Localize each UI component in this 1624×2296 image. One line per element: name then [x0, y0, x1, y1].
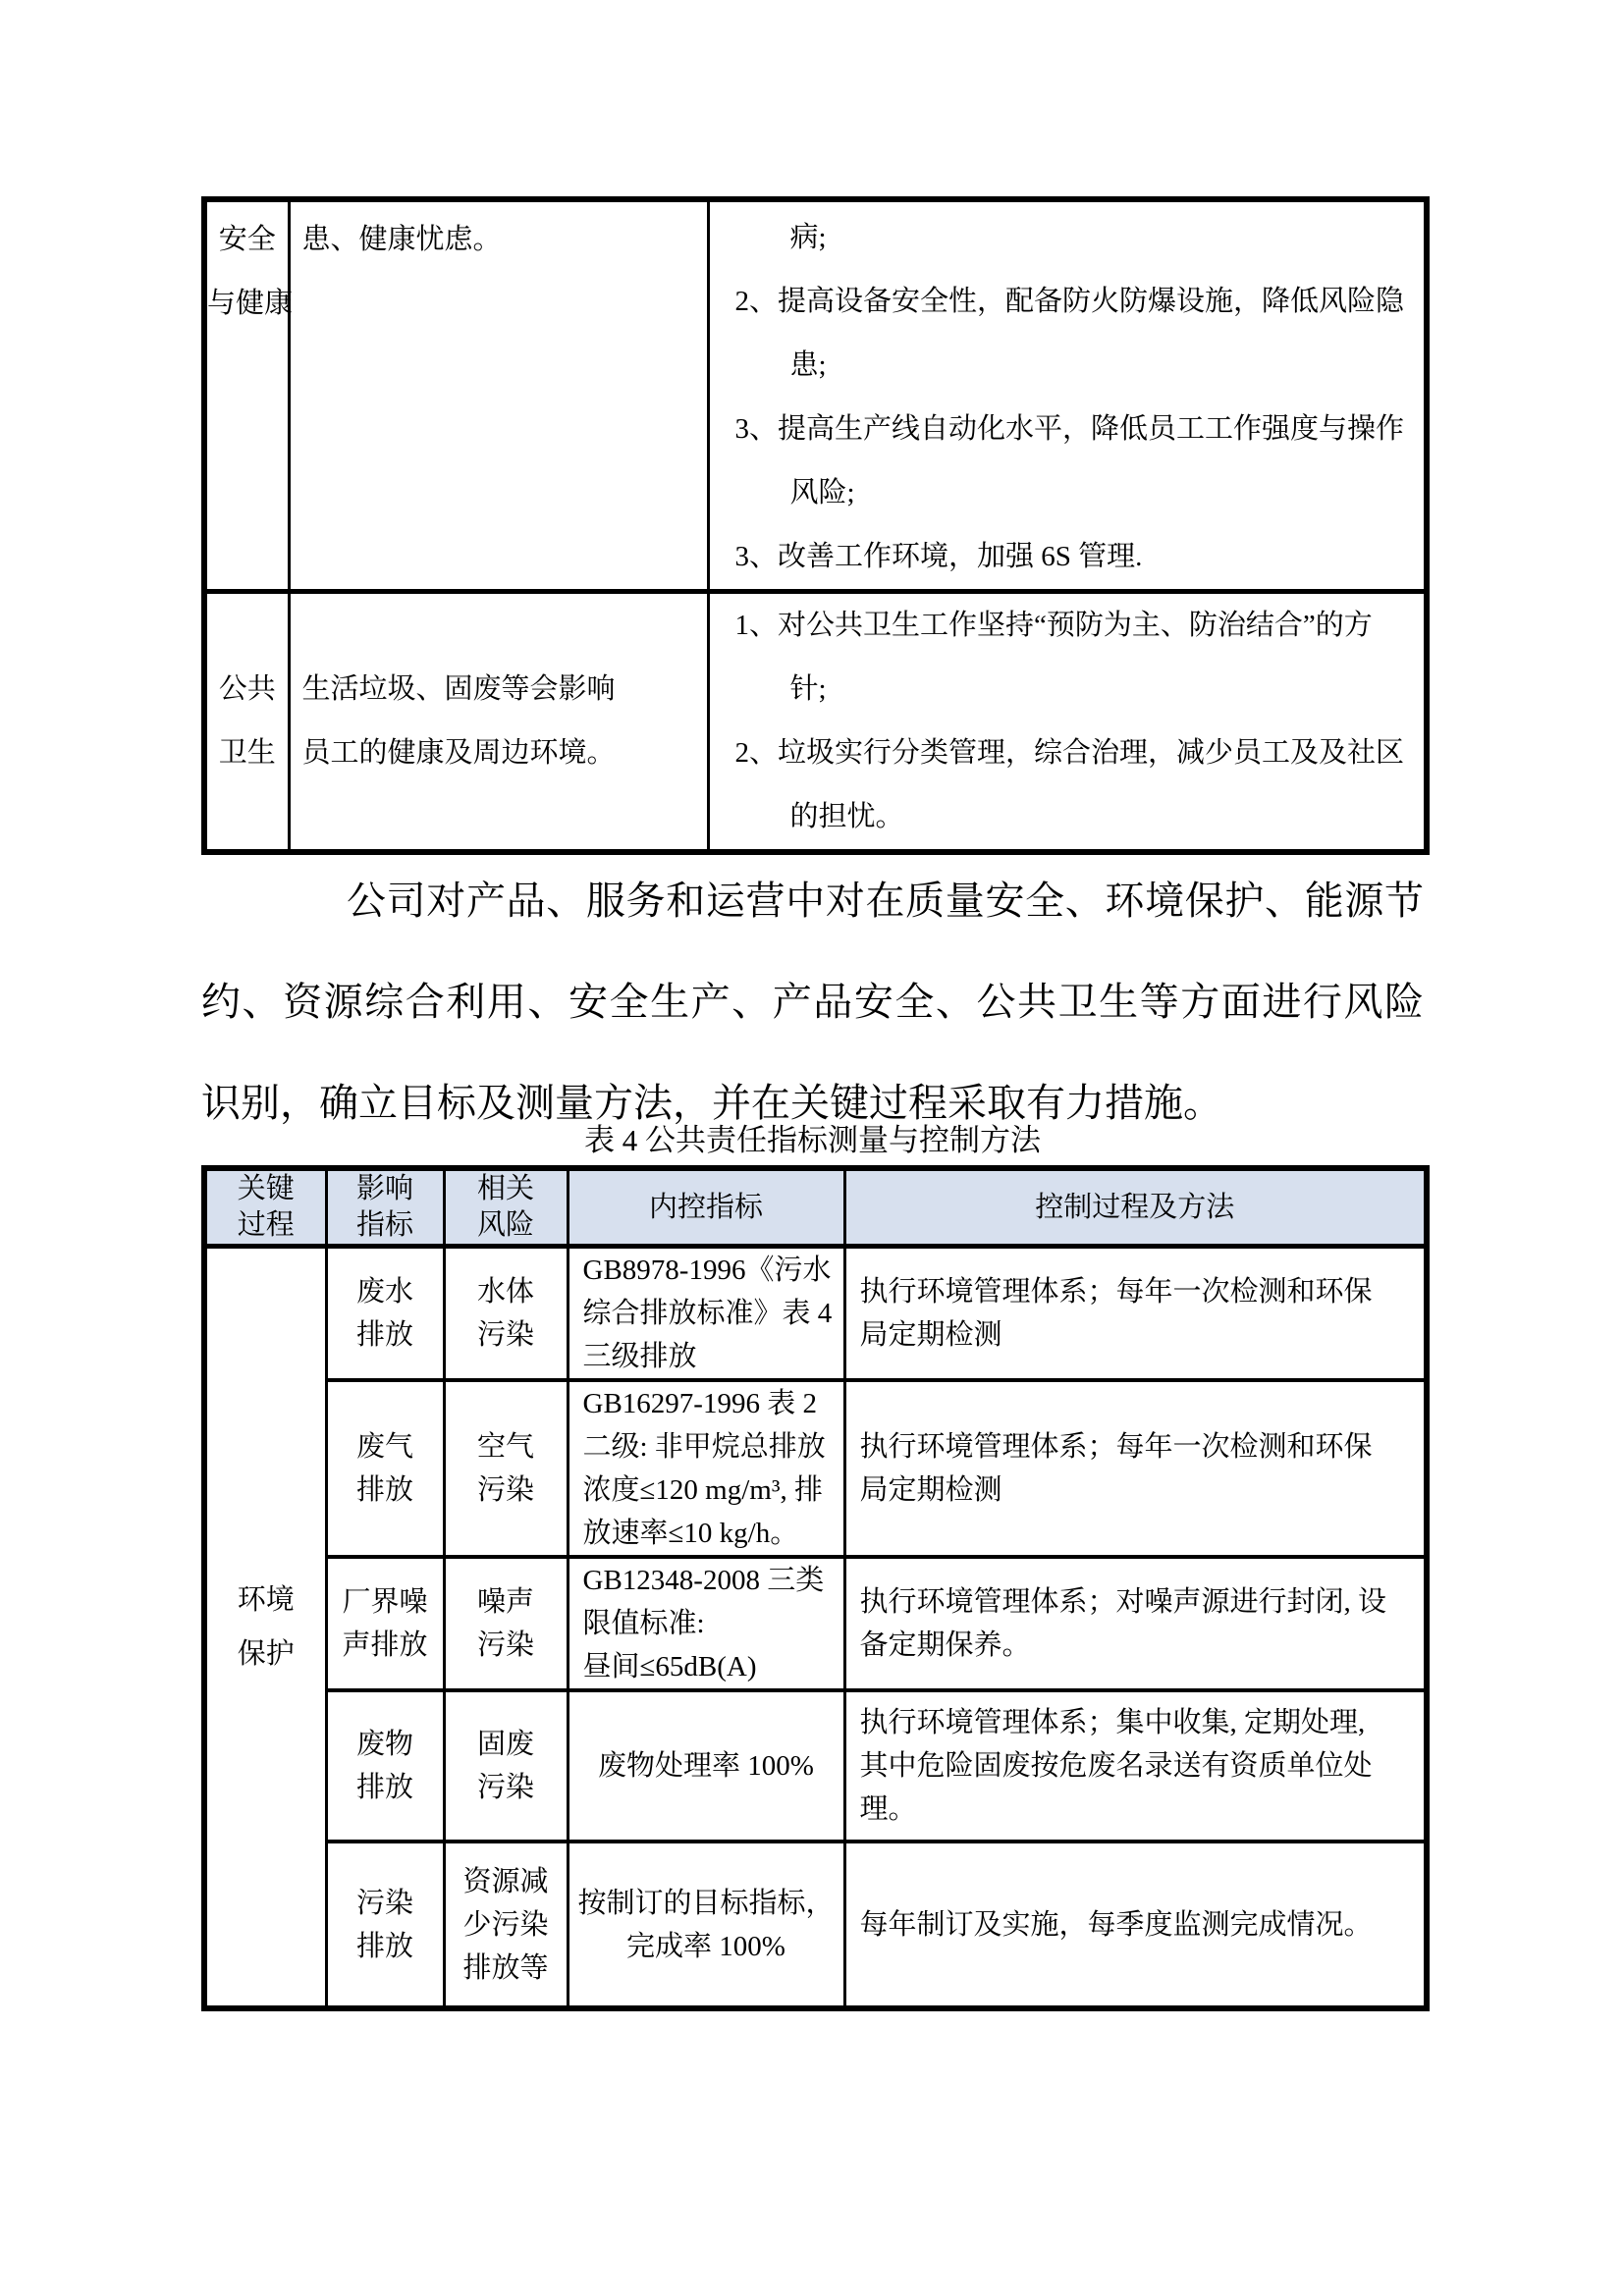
cell-measures-safety-health: 病; 2、提高设备安全性，配备防火防爆设施，降低风险隐 患; 3、提高生产线自动化水平，降低员工工作强度与操作 风险; 3、改善工作环境，加强 6S 管理. [708, 199, 1427, 592]
cell-control: 执行环境管理体系；对噪声源进行封闭, 设 备定期保养。 [844, 1557, 1427, 1690]
header-impact-indicator: 影响 指标 [326, 1168, 444, 1247]
table-row [204, 1690, 1427, 1842]
cell-target: GB16297-1996 表 2 二级: 非甲烷总排放 浓度≤120 mg/m³, 排 放速率≤10 kg/h。 [568, 1380, 844, 1557]
paragraph-line: 识别，确立目标及测量方法，并在关键过程采取有力措施。 [201, 1081, 1222, 1125]
cell-impact-public-hygiene: 生活垃圾、固废等会影响 员工的健康及周边环境。 [289, 592, 708, 853]
cell-risk: 噪声 污染 [444, 1557, 568, 1690]
header-internal-control: 内控指标 [568, 1168, 844, 1247]
cell-indicator: 厂界噪 声排放 [326, 1557, 444, 1690]
body-paragraph [201, 850, 1424, 1153]
cell-target: 按制订的目标指标， 完成率 100% [568, 1842, 844, 2008]
cell-indicator: 污染 排放 [326, 1842, 444, 2008]
cell-control: 执行环境管理体系；每年一次检测和环保 局定期检测 [844, 1247, 1427, 1381]
responsibility-risk-table [201, 196, 1430, 855]
table-row [204, 1380, 1427, 1557]
header-related-risk: 相关 风险 [444, 1168, 568, 1247]
cell-control: 每年制订及实施，每季度监测完成情况。 [844, 1842, 1427, 2008]
cell-impact-safety-health: 患、健康忧虑。 [289, 199, 708, 592]
public-responsibility-indicator-table [201, 1165, 1430, 2011]
cell-category-safety-health: 安全 与健康 [204, 199, 289, 592]
cell-control: 执行环境管理体系；集中收集, 定期处理, 其中危险固废按危废名录送有资质单位处 理。 [844, 1690, 1427, 1842]
table-header-row [204, 1168, 1427, 1247]
table-row [204, 199, 1427, 592]
cell-control: 执行环境管理体系；每年一次检测和环保 局定期检测 [844, 1380, 1427, 1557]
cell-target: GB12348-2008 三类 限值标准: 昼间≤65dB(A) [568, 1557, 844, 1690]
cell-risk: 资源减 少污染 排放等 [444, 1842, 568, 2008]
header-control-process: 控制过程及方法 [844, 1168, 1427, 1247]
paragraph-line: 约、资源综合利用、安全生产、产品安全、公共卫生等方面进行风险 [201, 980, 1424, 1024]
table-row [204, 1557, 1427, 1690]
table-row [204, 1842, 1427, 2008]
cell-risk: 空气 污染 [444, 1380, 568, 1557]
cell-indicator: 废水 排放 [326, 1247, 444, 1381]
cell-risk: 水体 污染 [444, 1247, 568, 1381]
table-row [204, 1247, 1427, 1381]
cell-measures-public-hygiene: 1、对公共卫生工作坚持“预防为主、防治结合”的方 针; 2、垃圾实行分类管理，综合治理，减少员工及及社区 的担忧。 [708, 592, 1427, 853]
cell-indicator: 废气 排放 [326, 1380, 444, 1557]
cell-target: 废物处理率 100% [568, 1690, 844, 1842]
paragraph-line: 公司对产品、服务和运营中对在质量安全、环境保护、能源节 [347, 879, 1424, 923]
table-caption: 表 4 公共责任指标测量与控制方法 [584, 1123, 1041, 1157]
cell-indicator: 废物 排放 [326, 1690, 444, 1842]
cell-risk: 固废 污染 [444, 1690, 568, 1842]
header-key-process: 关键 过程 [204, 1168, 326, 1247]
cell-category-public-hygiene: 公共 卫生 [204, 592, 289, 853]
table-row [204, 592, 1427, 853]
cell-group-environment-protection: 环境 保护 [204, 1247, 326, 2009]
cell-target: GB8978-1996《污水 综合排放标准》表 4 三级排放 [568, 1247, 844, 1381]
